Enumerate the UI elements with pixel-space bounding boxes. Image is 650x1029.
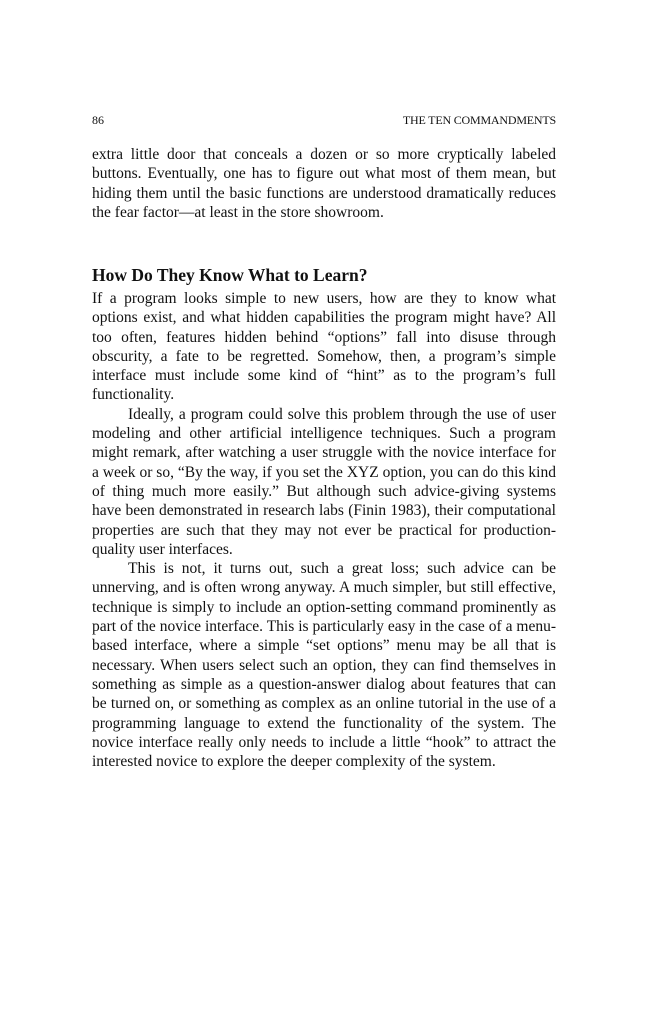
intro-text (92, 145, 556, 222)
body-paragraph-1: If a program looks simple to new users, how are they to know what options exist, and what hidden capabilities the program might have? All too often, features hidden behind “options” fall into disuse through obscurity, a fate to be regretted. Somehow, then, a program’s simple interface must include some kind of “hint” as to the program’s full functionality. (92, 290, 556, 404)
intro-paragraph: extra little door that conceals a dozen or so more cryptically labeled buttons. Eventually, one has to figure out what most of them mean, but hiding them until the basic functions are understood dramatically reduces the fear factor—at least in the store showroom. (92, 146, 556, 221)
section-heading: How Do They Know What to Learn? (92, 265, 368, 285)
section-body (92, 289, 556, 771)
body-paragraph-3: This is not, it turns out, such a great loss; such advice can be unnerving, and is often wrong anyway. A much simpler, but still effective, technique is simply to include an option-setting command prominently as part of the novice interface. This is particularly easy in the case of a menu-based interface, where a simple “set options” menu may be all that is necessary. When users select such an option, they can find themselves in something as simple as a question-answer dialog about features that can be turned on, or something as complex as an online tutorial in the use of a programming language to extend the functionality of the system. The novice interface really only needs to include a little “hook” to attract the interested novice to explore the deeper complexity of the system. (92, 560, 556, 771)
body-paragraph-2: Ideally, a program could solve this problem through the use of user modeling and other artificial intelligence techniques. Such a program might remark, after watching a user struggle with the novice interface for a week or so, “By the way, if you set the XYZ option, you can do this kind of thing much more easily.” But although such advice-giving systems have been demonstrated in research labs (Finin 1983), their computational properties are such that they may not ever be practical for production-quality user interfaces. (92, 405, 556, 558)
running-title: THE TEN COMMANDMENTS (402, 113, 556, 127)
page-number: 86 (92, 113, 104, 127)
